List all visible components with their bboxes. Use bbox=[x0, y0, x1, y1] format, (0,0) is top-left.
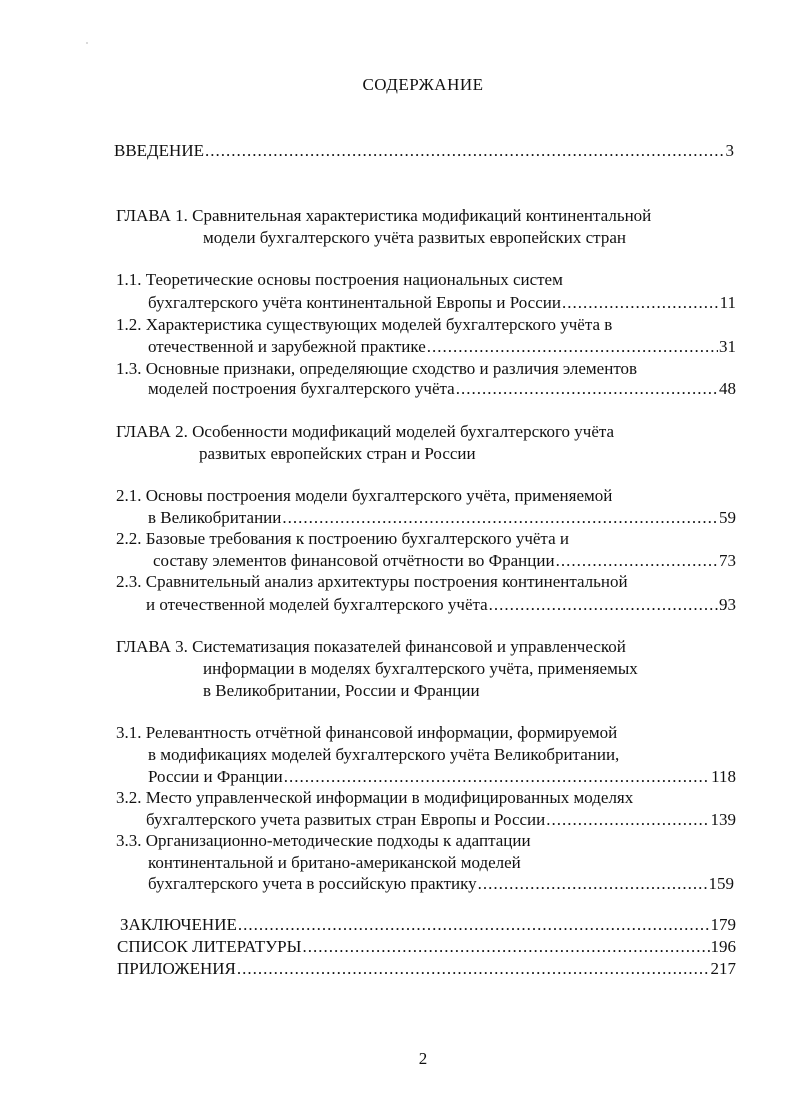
leader-dots bbox=[489, 594, 718, 616]
toc-entry-3-2[interactable] bbox=[146, 809, 736, 831]
toc-entry-conclusion[interactable] bbox=[120, 914, 736, 936]
toc-entry-3-3[interactable] bbox=[148, 873, 734, 895]
toc-entry-label: ВВЕДЕНИЕ bbox=[114, 141, 204, 160]
toc-entry-label: ПРИЛОЖЕНИЯ bbox=[117, 959, 236, 978]
section-3-3-line-2: континентальной и британо-американской моделей bbox=[148, 853, 521, 872]
toc-entry-2-3[interactable] bbox=[146, 594, 736, 616]
scan-speck bbox=[86, 42, 88, 44]
section-1-3-line-1: 1.3. Основные признаки, определяющие сходство и различия элементов bbox=[116, 359, 638, 378]
toc-entry-label: моделей построения бухгалтерского учёта bbox=[148, 379, 455, 398]
toc-entry-label: СПИСОК ЛИТЕРАТУРЫ bbox=[117, 937, 302, 956]
toc-entry-label: России и Франции bbox=[148, 767, 283, 786]
chapter-1-heading-line-2: модели бухгалтерского учёта развитых европейских стран bbox=[203, 228, 626, 247]
section-2-2-line-1: 2.2. Базовые требования к построению бухгалтерского учёта и bbox=[116, 529, 569, 548]
toc-entry-2-1[interactable] bbox=[148, 507, 736, 529]
leader-dots bbox=[284, 766, 710, 788]
toc-entry-1-1[interactable] bbox=[148, 292, 736, 314]
toc-page-number: 59 bbox=[719, 508, 736, 527]
section-3-1-line-1: 3.1. Релевантность отчётной финансовой информации, формируемой bbox=[116, 723, 618, 742]
section-2-3-line-1: 2.3. Сравнительный анализ архитектуры построения континентальной bbox=[116, 572, 628, 591]
toc-page-number: 196 bbox=[710, 937, 736, 956]
toc-page-number: 3 bbox=[725, 141, 734, 160]
leader-dots bbox=[237, 958, 710, 980]
toc-entry-label: ЗАКЛЮЧЕНИЕ bbox=[120, 915, 237, 934]
toc-entry-appendices[interactable] bbox=[117, 958, 736, 980]
chapter-1-heading-line-1: ГЛАВА 1. Сравнительная характеристика модификаций континентальной bbox=[116, 206, 652, 225]
chapter-3-heading-line-1: ГЛАВА 3. Систематизация показателей финансовой и управленческой bbox=[116, 637, 626, 656]
section-3-1-line-2: в модификациях моделей бухгалтерского учёта Великобритании, bbox=[148, 745, 620, 764]
leader-dots bbox=[427, 336, 718, 358]
toc-page-number: 73 bbox=[719, 551, 736, 570]
chapter-2-heading-line-1: ГЛАВА 2. Особенности модификаций моделей бухгалтерского учёта bbox=[116, 422, 615, 441]
toc-entry-label: в Великобритании bbox=[148, 508, 282, 527]
toc-entry-label: бухгалтерского учёта континентальной Европы и России bbox=[148, 293, 561, 312]
leader-dots bbox=[562, 292, 719, 314]
leader-dots bbox=[456, 378, 718, 400]
chapter-3-heading-line-2: информации в моделях бухгалтерского учёта, применяемых bbox=[203, 659, 638, 678]
toc-page-number: 31 bbox=[719, 337, 736, 356]
toc-entry-1-3[interactable] bbox=[148, 378, 736, 400]
leader-dots bbox=[205, 140, 725, 162]
toc-entry-bibliography[interactable] bbox=[117, 936, 736, 958]
toc-page-number: 11 bbox=[719, 293, 736, 312]
toc-entry-3-1[interactable] bbox=[148, 766, 736, 788]
toc-page-number: 93 bbox=[719, 595, 736, 614]
section-3-3-line-1: 3.3. Организационно-методические подходы к адаптации bbox=[116, 831, 531, 850]
toc-entry-intro[interactable] bbox=[114, 140, 734, 162]
section-1-1-line-1: 1.1. Теоретические основы построения национальных систем bbox=[116, 270, 563, 289]
leader-dots bbox=[478, 873, 708, 895]
page-number: 2 bbox=[418, 1049, 428, 1068]
toc-entry-label: отечественной и зарубежной практике bbox=[148, 337, 426, 356]
leader-dots bbox=[556, 550, 718, 572]
toc-page-number: 179 bbox=[710, 915, 736, 934]
leader-dots bbox=[546, 809, 709, 831]
section-1-2-line-1: 1.2. Характеристика существующих моделей бухгалтерского учёта в bbox=[116, 315, 613, 334]
toc-page-number: 217 bbox=[710, 959, 736, 978]
toc-entry-1-2[interactable] bbox=[148, 336, 736, 358]
leader-dots bbox=[302, 936, 709, 958]
toc-entry-label: бухгалтерского учета развитых стран Европы и России bbox=[146, 810, 546, 829]
toc-page-number: 118 bbox=[711, 767, 736, 786]
toc-page-number: 159 bbox=[708, 874, 734, 893]
toc-entry-label: бухгалтерского учета в российскую практику bbox=[148, 874, 477, 893]
toc-page-number: 139 bbox=[710, 810, 736, 829]
toc-entry-2-2[interactable] bbox=[153, 550, 736, 572]
chapter-2-heading-line-2: развитых европейских стран и России bbox=[199, 444, 476, 463]
section-3-2-line-1: 3.2. Место управленческой информации в модифицированных моделях bbox=[116, 788, 634, 807]
page-title: СОДЕРЖАНИЕ bbox=[362, 75, 484, 94]
chapter-3-heading-line-3: в Великобритании, России и Франции bbox=[203, 681, 480, 700]
toc-entry-label: составу элементов финансовой отчётности во Франции bbox=[153, 551, 555, 570]
toc-entry-label: и отечественной моделей бухгалтерского учёта bbox=[146, 595, 488, 614]
leader-dots bbox=[238, 914, 710, 936]
leader-dots bbox=[282, 507, 718, 529]
toc-page-number: 48 bbox=[719, 379, 736, 398]
section-2-1-line-1: 2.1. Основы построения модели бухгалтерского учёта, применяемой bbox=[116, 486, 613, 505]
